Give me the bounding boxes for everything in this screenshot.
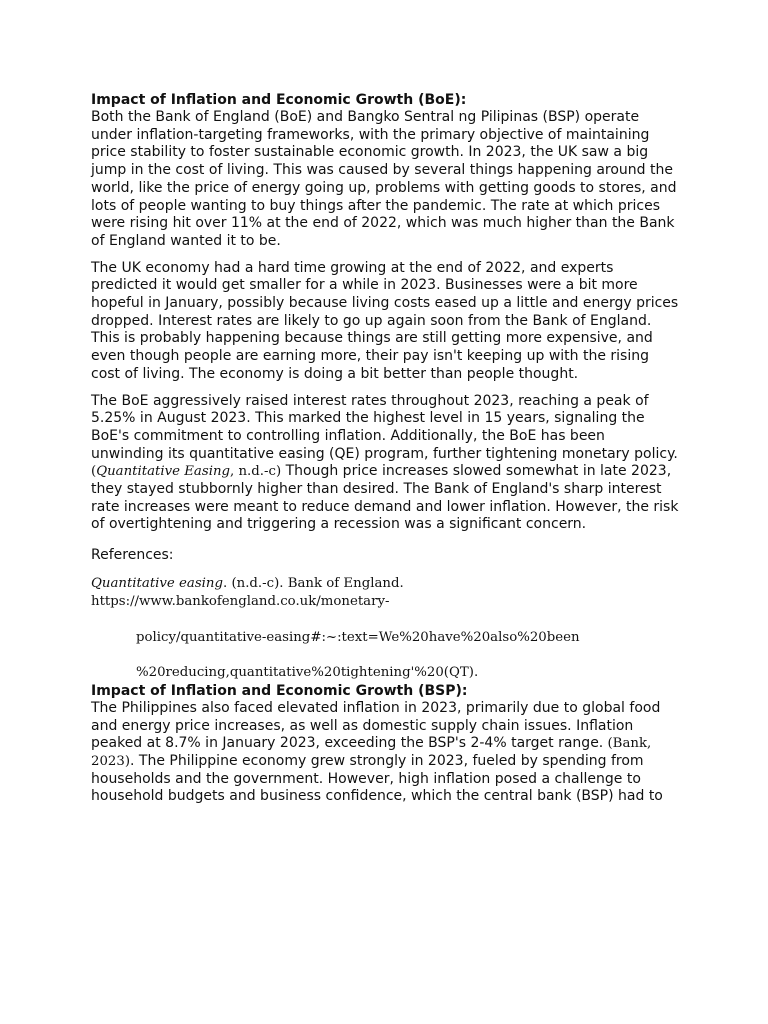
section-heading-bsp: Impact of Inflation and Economic Growth (BSP):: [91, 682, 468, 699]
citation-rest: , n.d.-c): [230, 464, 282, 480]
paragraph-boe-rates-text: The BoE aggressively raised interest rates throughout 2023, reaching a peak of 5.25% in August 2023. This marked the highest level in 15 years, signaling the BoE's commitment to controlling inflation. Additionally, the BoE has been unwinding its quantitative easing (QE) program, further tightening monetary policy.: [91, 392, 678, 462]
reference-entry-line-1: [91, 575, 681, 611]
document-body: [91, 91, 681, 815]
reference-entry-line-3[interactable]: %20reducing,quantitative%20tightening'%20(QT).: [136, 664, 479, 680]
reference-entry-line-2[interactable]: policy/quantitative-easing#:~:text=We%20have%20also%20been: [136, 629, 580, 645]
paragraph-boe-intro: Both the Bank of England (BoE) and Bangko Sentral ng Pilipinas (BSP) operate under inflation-targeting frameworks, with the primary objective of maintaining price stability to foster sustainable economic growth. In 2023, the UK saw a big jump in the cost of living. This was caused by several things happening around the world, like the price of energy going up, problems with getting goods to stores, and lots of people wanting to buy things after the pandemic. The rate at which prices were rising hit over 11% at the end of 2022, which was much higher than the Bank of England wanted it to be.: [91, 109, 677, 249]
reference-title: Quantitative easing: [91, 575, 223, 591]
paragraph-uk-economy: The UK economy had a hard time growing at the end of 2022, and experts predicted it would get smaller for a while in 2023. Businesses were a bit more hopeful in January, possibly because living costs eased up a little and energy prices dropped. Interest rates are likely to go up again soon from the Bank of England. This is probably happening because things are still getting more expensive, and even though people are earning more, their pay isn't keeping up with the rising cost of living. The economy is doing a bit better than people thought.: [91, 259, 679, 382]
paragraph-boe-rates-continued: Though price increases slowed somewhat in late 2023, they stayed stubbornly higher than desired. The Bank of England's sharp interest rate increases were meant to reduce demand and lower inflation. However, the risk of overtightening and triggering a recession was a significant concern.: [91, 463, 679, 533]
citation-title: Quantitative Easing: [96, 464, 231, 480]
paragraph-bsp-intro: [91, 700, 681, 806]
paragraph-bsp-continued: . The Philippine economy grew strongly in 2023, fueled by spending from households and the government. However, high inflation posed a challenge to household budgets and business confidence, which the central bank (BSP) had to: [91, 752, 663, 805]
citation-bank: (Bank, 2023): [91, 736, 652, 769]
reference-source[interactable]: . (n.d.-c). Bank of England. https://www.bankofengland.co.uk/monetary-: [91, 575, 404, 609]
paragraph-boe-rates: [91, 393, 681, 535]
section-heading-boe: Impact of Inflation and Economic Growth (BoE):: [91, 92, 467, 108]
paragraph-bsp-text: The Philippines also faced elevated inflation in 2023, primarily due to global food and energy price increases, as well as domestic supply chain issues. Inflation peaked at 8.7% in January 2023, exceeding the BSP's 2-4% target range.: [91, 699, 661, 752]
references-label: References:: [91, 547, 174, 564]
citation-open: (: [91, 464, 97, 480]
